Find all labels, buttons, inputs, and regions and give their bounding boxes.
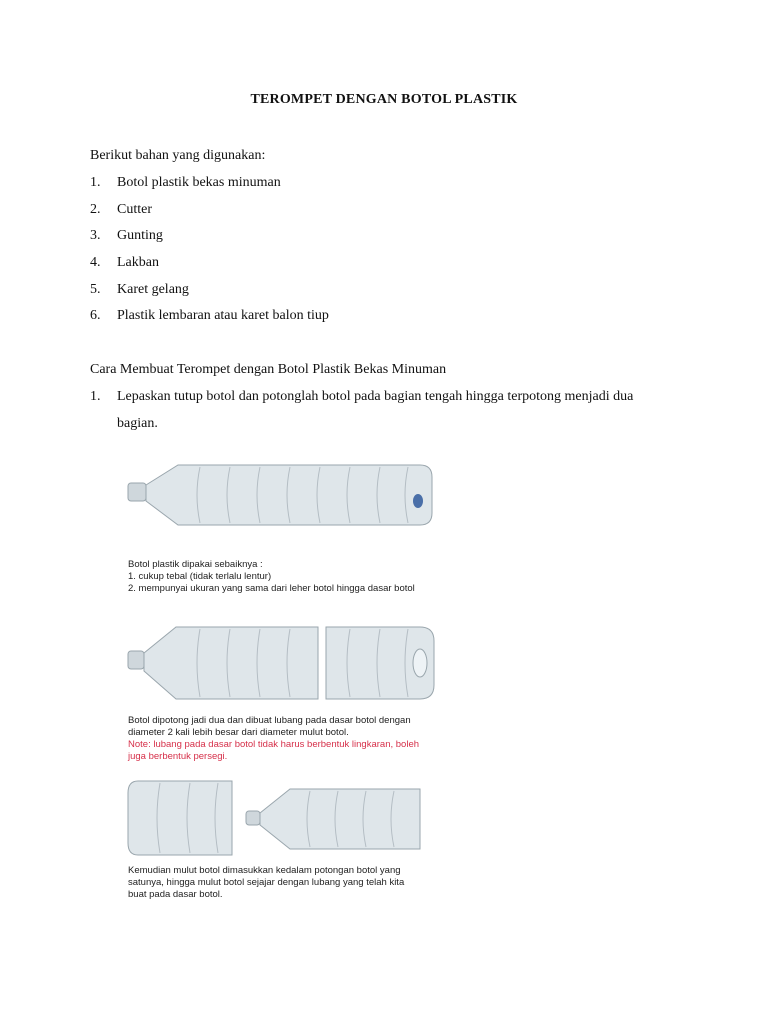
step-item (90, 389, 633, 405)
caption-line: Kemudian mulut botol dimasukkan kedalam potongan botol yang (128, 865, 401, 876)
cut-bottle-image (120, 613, 490, 713)
caption-2 (128, 715, 419, 763)
caption-line: 1. cukup tebal (tidak terlalu lentur) (128, 571, 272, 582)
caption-note-line: juga berbentuk persegi. (128, 751, 228, 762)
caption-line: buat pada dasar botol. (128, 889, 223, 900)
caption-1 (128, 559, 415, 595)
list-number: 4. (90, 255, 101, 270)
list-number: 2. (90, 202, 101, 217)
step-text: Lepaskan tutup botol dan potonglah botol pada bagian tengah hingga terpotong menjadi dua (117, 389, 634, 404)
caption-line: satunya, hingga mulut botol sejajar dengan lubang yang telah kita (128, 877, 405, 888)
step-number: 1. (90, 389, 101, 404)
caption-line: Botol plastik dipakai sebaiknya : (128, 559, 263, 570)
instruction-figure (120, 443, 490, 905)
list-item (90, 175, 281, 191)
steps-heading: Cara Membuat Terompet dengan Botol Plastik Bekas Minuman (90, 362, 447, 377)
list-number: 3. (90, 228, 101, 243)
caption-3 (128, 865, 404, 901)
list-text: Lakban (117, 255, 159, 270)
caption-line: Botol dipotong jadi dua dan dibuat lubang pada dasar botol dengan (128, 715, 411, 726)
caption-note-line: Note: lubang pada dasar botol tidak harus berbentuk lingkaran, boleh (128, 739, 420, 750)
list-item (90, 202, 152, 218)
list-number: 5. (90, 282, 101, 297)
list-item (90, 228, 163, 244)
materials-intro: Berikut bahan yang digunakan: (90, 148, 266, 163)
list-number: 1. (90, 175, 101, 190)
list-number: 6. (90, 308, 101, 323)
whole-bottle-image (120, 443, 490, 543)
list-text: Cutter (117, 202, 152, 217)
list-text: Gunting (117, 228, 163, 243)
list-text: Karet gelang (117, 282, 189, 297)
list-item (90, 282, 189, 298)
caption-line: 2. mempunyai ukuran yang sama dari leher botol hingga dasar botol (128, 583, 415, 594)
list-text: Botol plastik bekas minuman (117, 175, 281, 190)
caption-line: diameter 2 kali lebih besar dari diameter mulut botol. (128, 727, 349, 738)
list-item (90, 308, 329, 324)
assembled-bottle-image (120, 773, 490, 863)
list-item (90, 255, 159, 271)
list-text: Plastik lembaran atau karet balon tiup (117, 308, 329, 323)
step-text-continued: bagian. (117, 416, 158, 431)
document-title: TEROMPET DENGAN BOTOL PLASTIK (250, 92, 518, 107)
